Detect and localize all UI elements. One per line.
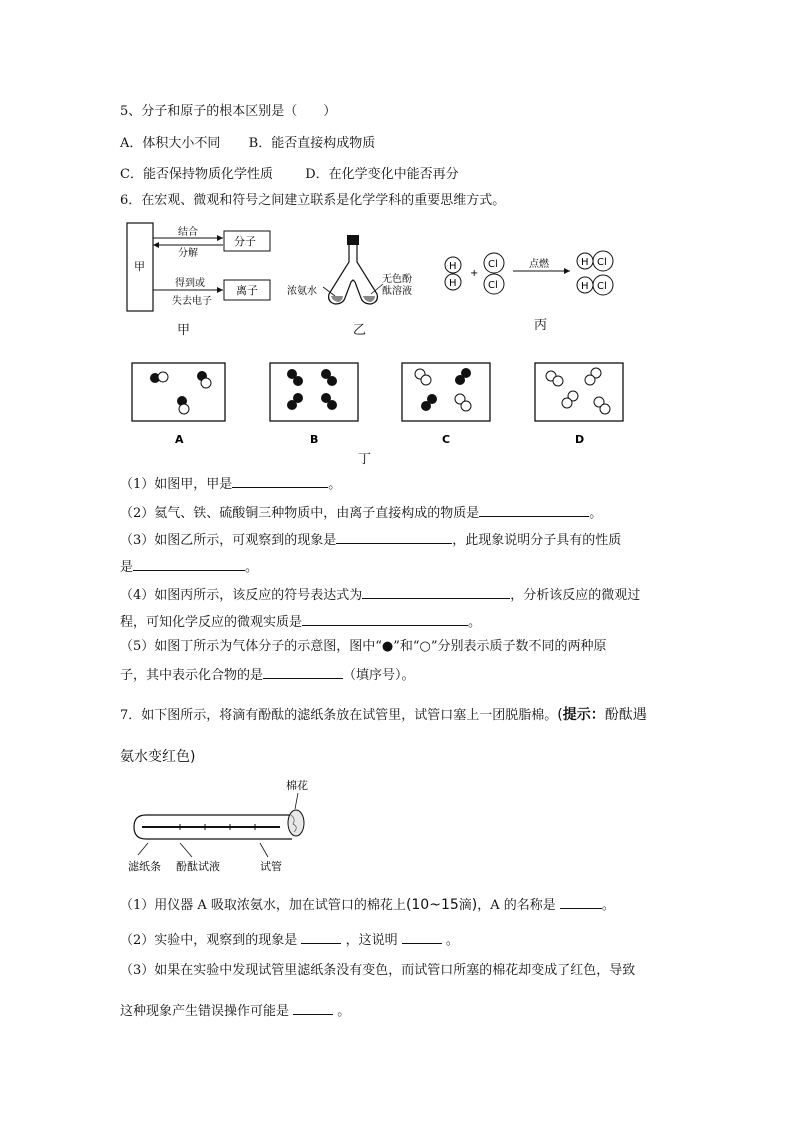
q5-options-ab <box>120 135 375 153</box>
q6-part2-end: 。 <box>589 506 603 521</box>
tube-filter-label: 滤纸条 <box>128 860 161 873</box>
q5-option-b: B．能否直接构成物质 <box>248 136 376 151</box>
bing-h-label-2: H <box>449 278 457 289</box>
jia-combine-label: 结合 <box>178 227 198 238</box>
q6-part4-blank-1[interactable] <box>362 585 510 599</box>
caption-jia: 甲 <box>177 323 191 338</box>
jia-molecule-label: 分子 <box>234 235 256 248</box>
ding-box-a <box>132 363 225 421</box>
q6-part3 <box>120 530 621 550</box>
q6-part2-text: （2）氦气、铁、硫酸铜三种物质中，由离子直接构成的物质是 <box>120 506 480 521</box>
q7-tip-cont-text: 氨水变红色 <box>120 749 190 765</box>
figure-test-tube <box>120 775 330 880</box>
q7-part1-blank[interactable] <box>560 895 602 909</box>
tube-cotton-label: 棉花 <box>286 779 308 792</box>
figure-yi <box>285 232 425 312</box>
q6-part4-cont <box>120 612 481 632</box>
q7-tip-text: 酚酞遇 <box>604 707 647 723</box>
jia-ion-label: 离子 <box>236 284 258 297</box>
q6-part2 <box>120 503 602 523</box>
bing-h-label-1: H <box>449 261 457 272</box>
q7-part1-drops-unit: 滴 <box>458 898 472 913</box>
q6-part4-mid: ，分析该反应的微观过 <box>510 588 641 603</box>
jia-gain-label: 得到或 <box>175 278 205 289</box>
q6-part3-text: （3）如图乙所示，可观察到的现象是 <box>120 533 337 548</box>
q7-part1-end: 。 <box>601 898 615 913</box>
caption-ding: 丁 <box>358 452 372 467</box>
q6-stem: 6．在宏观、微观和符号之间建立联系是化学学科的重要思维方式。 <box>120 193 506 208</box>
q6-part1 <box>120 474 341 494</box>
q7-part3-blank[interactable] <box>293 1001 333 1015</box>
q6-part4-text: （4）如图丙所示，该反应的符号表达式为 <box>120 588 363 603</box>
yi-right-liquid <box>363 296 375 302</box>
q6-part3-blank-1[interactable] <box>336 530 452 544</box>
q7-tip-close: ) <box>190 749 196 765</box>
q5-options-cd <box>120 166 459 184</box>
tube-tube-label: 试管 <box>260 860 282 873</box>
q6-part1-blank[interactable] <box>232 474 328 488</box>
yi-stopper <box>347 235 359 245</box>
q5-stem: 5、分子和原子的根本区别是（ ） <box>120 104 337 119</box>
q7-tip-open: ( <box>557 707 563 723</box>
q5-option-c: C．能否保持物质化学性质 <box>120 167 273 182</box>
ding-box-b <box>270 363 358 421</box>
q7-part2-text: （2）实验中，观察到的现象是 <box>120 933 298 948</box>
q6-part3-blank-2[interactable] <box>133 557 245 571</box>
ding-box-c <box>402 363 490 421</box>
bing-plus: + <box>470 268 479 279</box>
q7-stem <box>120 706 647 725</box>
q7-part2-end: 。 <box>445 933 459 948</box>
q7-part2-mid: ，这说明 <box>345 933 398 948</box>
bing-cl-label-2: Cl <box>488 280 498 291</box>
q6-part1-text: （1）如图甲，甲是 <box>120 477 233 492</box>
q6-part5-cont <box>120 665 415 685</box>
figure-ding <box>130 360 630 450</box>
q7-part1-close: ) <box>471 897 478 913</box>
q7-stem-text: 7．如下图所示，将滴有酚酞的滤纸条放在试管里，试管口塞上一团脱脂棉。 <box>120 708 558 723</box>
q7-part3: （3）如果在实验中发现试管里滤纸条没有变色，而试管口所塞的棉花却变成了红色，导致 <box>120 963 636 978</box>
q7-part2-blank-2[interactable] <box>402 930 442 944</box>
q5-option-d: D．在化学变化中能否再分 <box>305 167 459 182</box>
ding-box-d <box>535 363 623 421</box>
yi-left-liquid <box>331 296 343 302</box>
q7-tip-label: 提示： <box>562 707 605 723</box>
ding-label-b: B <box>310 433 319 446</box>
q6-part4-blank-2[interactable] <box>302 612 468 626</box>
q6-part2-blank[interactable] <box>479 503 589 517</box>
q7-part3-text: 这种现象产生错误操作可能是 <box>120 1004 290 1019</box>
yi-phenol-label-1: 无色酚 <box>382 274 412 285</box>
q6-part4-cont-text: 程，可知化学反应的微观实质是 <box>120 615 303 630</box>
yi-phenol-label-2: 酞溶液 <box>382 286 412 297</box>
bing-hcl-h-label-2: H <box>581 281 589 292</box>
caption-yi: 乙 <box>353 323 367 338</box>
q7-part1-mid: ，A 的名称是 <box>477 898 556 913</box>
q7-part1-text: （1）用仪器 A 吸取浓氨水，加在试管口的棉花上 <box>120 898 406 913</box>
tube-cotton <box>288 810 304 836</box>
figure-jia <box>120 218 290 318</box>
q6-part4 <box>120 585 640 605</box>
q7-part1-drops: (10~15 <box>405 897 459 913</box>
q6-part3-cont <box>120 557 258 577</box>
q6-part5-text: 子，其中表示化合物的是 <box>120 668 264 683</box>
bing-cl-label-1: Cl <box>488 259 498 270</box>
caption-bing: 丙 <box>534 318 548 333</box>
yi-y-tube <box>329 245 378 304</box>
bing-hcl-h-label-1: H <box>581 257 589 268</box>
q7-part3-end: 。 <box>337 1004 351 1019</box>
q7-tip-cont <box>120 748 195 767</box>
ding-label-a: A <box>175 433 184 446</box>
jia-box-label: 甲 <box>134 260 145 273</box>
jia-lose-label: 失去电子 <box>172 296 212 307</box>
bing-ignite-label: 点燃 <box>529 259 549 270</box>
q7-part2-blank-1[interactable] <box>301 930 341 944</box>
q7-part2 <box>120 930 459 950</box>
q7-part1 <box>120 895 615 915</box>
q6-part5: （5）如图丁所示为气体分子的示意图，图中“●”和“○”分别表示质子数不同的两种原 <box>120 639 607 654</box>
figure-bing <box>440 245 620 305</box>
ding-label-d: D <box>575 433 585 446</box>
tube-phenol-label: 酚酞试液 <box>176 860 220 873</box>
q5-option-a: A．体积大小不同 <box>120 136 221 151</box>
q7-part3-cont <box>120 1001 350 1021</box>
bing-hcl-cl-label-2: Cl <box>597 281 607 292</box>
q6-part1-end: 。 <box>328 477 342 492</box>
q6-part4-end: 。 <box>468 615 482 630</box>
bing-hcl-cl-label-1: Cl <box>597 257 607 268</box>
ding-label-c: C <box>442 433 451 446</box>
yi-ammonia-label: 浓氨水 <box>287 286 317 297</box>
q6-part3-mid: ，此现象说明分子具有的性质 <box>452 533 622 548</box>
jia-decompose-label: 分解 <box>178 248 198 259</box>
q6-part5-blank[interactable] <box>263 665 343 679</box>
q6-part5-end: （填序号）。 <box>343 668 415 683</box>
q6-part3-end: 。 <box>245 560 259 575</box>
q6-part3-cont-text: 是 <box>120 560 134 575</box>
